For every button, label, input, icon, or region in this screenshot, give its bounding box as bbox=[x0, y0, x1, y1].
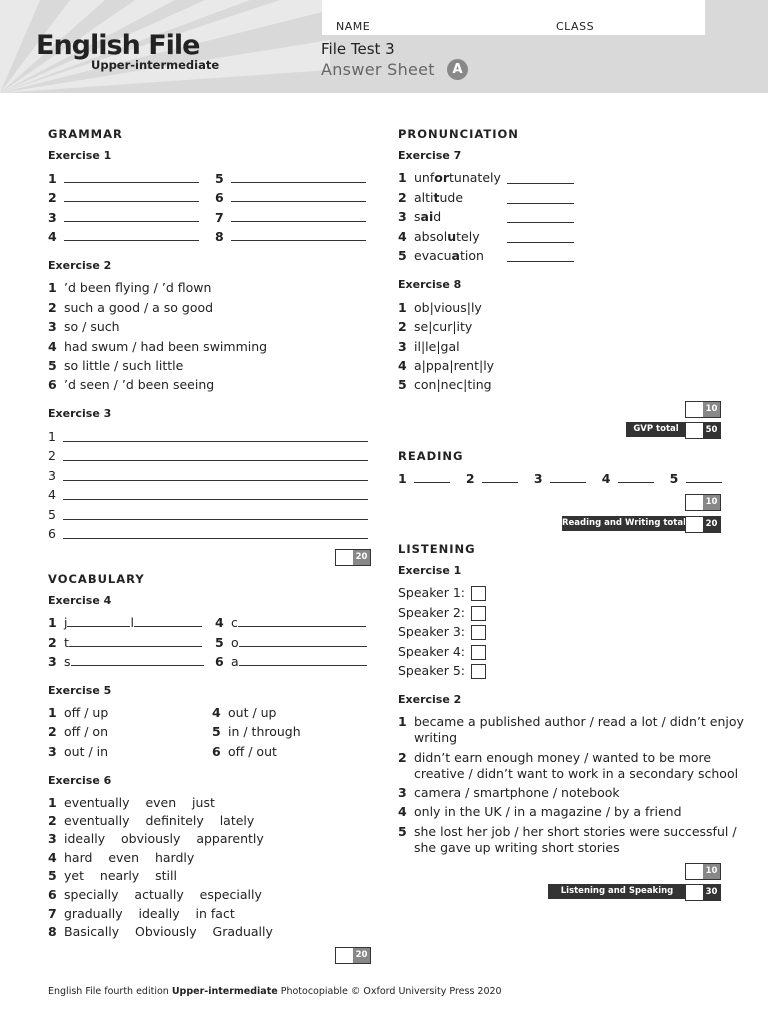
answer-line[interactable] bbox=[63, 499, 368, 500]
item-num: 2 bbox=[48, 813, 57, 828]
option-word[interactable]: actually bbox=[134, 887, 184, 902]
score-input[interactable] bbox=[336, 550, 353, 565]
option-word[interactable]: in fact bbox=[195, 906, 235, 921]
ex1-row bbox=[215, 171, 366, 186]
ex3-num: 5 bbox=[48, 507, 56, 522]
score-input[interactable] bbox=[336, 948, 353, 963]
option-word[interactable]: hardly bbox=[154, 850, 195, 865]
speaker-label: Speaker 2: bbox=[398, 605, 465, 620]
item-num: 5 bbox=[669, 471, 679, 486]
answer-blank[interactable] bbox=[64, 210, 199, 222]
item-text: such a good / a so good bbox=[64, 300, 214, 315]
answer-blank[interactable] bbox=[239, 635, 367, 647]
item-num: 1 bbox=[48, 280, 57, 295]
answer-blank[interactable] bbox=[67, 615, 130, 627]
answer-blank[interactable] bbox=[507, 172, 574, 184]
option-word[interactable]: still bbox=[155, 868, 177, 883]
stressed-sound: ai bbox=[420, 209, 434, 224]
reading-writing-total-box[interactable] bbox=[685, 516, 721, 533]
item-num: 5 bbox=[398, 824, 407, 839]
ex3-num: 2 bbox=[48, 448, 56, 463]
ex1-num: 7 bbox=[215, 210, 224, 225]
item-num: 3 bbox=[48, 831, 57, 846]
item-prefix: s bbox=[64, 654, 71, 669]
option-word[interactable]: eventually bbox=[64, 795, 130, 810]
ex5-item[interactable] bbox=[48, 705, 108, 720]
ex2-item-cont: writing bbox=[414, 730, 458, 745]
item-text: out / in bbox=[64, 744, 109, 759]
answer-blank[interactable] bbox=[69, 635, 202, 647]
score-input[interactable] bbox=[686, 517, 703, 532]
option-word[interactable]: ideally bbox=[138, 906, 180, 921]
item-text: camera / smartphone / notebook bbox=[414, 785, 620, 800]
item-num: 4 bbox=[215, 615, 224, 630]
ex5-item[interactable] bbox=[48, 744, 108, 759]
speaker-row bbox=[398, 644, 486, 660]
item-num: 6 bbox=[48, 887, 57, 902]
ex3-num: 3 bbox=[48, 468, 56, 483]
ex4-row bbox=[48, 654, 204, 669]
vocabulary-score-box[interactable] bbox=[335, 947, 371, 964]
item-num: 6 bbox=[212, 744, 221, 759]
answer-line[interactable] bbox=[63, 460, 368, 461]
speaker-row bbox=[398, 624, 486, 640]
item-num: 4 bbox=[212, 705, 221, 720]
ex6-item bbox=[48, 906, 235, 921]
syllable-word[interactable]: a|ppa|rent|ly bbox=[414, 358, 495, 373]
score-max: 30 bbox=[703, 885, 720, 900]
item-num: 2 bbox=[398, 750, 407, 765]
item-num: 3 bbox=[533, 471, 543, 486]
ex2-item[interactable] bbox=[398, 750, 711, 765]
ex6-item bbox=[48, 813, 254, 828]
reading-writing-total-label: Reading and Writing total bbox=[562, 516, 686, 531]
option-word[interactable]: Basically bbox=[64, 924, 120, 939]
word-part: tely bbox=[456, 229, 480, 244]
grammar-heading: GRAMMAR bbox=[48, 127, 123, 141]
item-num: 2 bbox=[398, 319, 407, 334]
answer-blank[interactable] bbox=[414, 471, 450, 483]
ex4-row bbox=[215, 635, 367, 650]
item-num: 3 bbox=[398, 785, 407, 800]
footer-text: English File fourth edition bbox=[48, 986, 172, 997]
score-max: 20 bbox=[703, 517, 720, 532]
item-num: 4 bbox=[601, 471, 611, 486]
ex4-row bbox=[215, 654, 367, 669]
item-num: 5 bbox=[398, 377, 407, 392]
speaker-label: Speaker 4: bbox=[398, 644, 465, 659]
stressed-sound: a bbox=[451, 248, 460, 263]
logo-level: Upper-intermediate bbox=[91, 58, 220, 72]
footer-level: Upper-intermediate bbox=[171, 986, 278, 997]
syllable-word[interactable]: se|cur|ity bbox=[414, 319, 473, 334]
answer-blank[interactable] bbox=[231, 229, 366, 241]
option-word[interactable]: yet bbox=[64, 868, 84, 883]
word-part: alti bbox=[414, 190, 434, 205]
item-num: 2 bbox=[465, 471, 475, 486]
listening-exercise-2-title: Exercise 2 bbox=[398, 693, 462, 706]
answer-blank[interactable] bbox=[239, 654, 367, 666]
ex7-row bbox=[398, 170, 501, 185]
item-text: so / such bbox=[64, 319, 120, 334]
class-label: CLASS bbox=[556, 20, 595, 33]
speaker-row bbox=[398, 605, 486, 621]
ex2-item-cont: she gave up writing short stories bbox=[414, 840, 620, 855]
option-word[interactable]: gradually bbox=[64, 906, 123, 921]
answer-blank[interactable] bbox=[231, 171, 366, 183]
ex7-row bbox=[398, 190, 463, 205]
ex1-row bbox=[48, 229, 199, 244]
reading-score-box[interactable] bbox=[685, 494, 721, 511]
item-text: so little / such little bbox=[64, 358, 184, 373]
item-num: 4 bbox=[48, 850, 57, 865]
ex1-row bbox=[215, 210, 366, 225]
score-input[interactable] bbox=[686, 885, 703, 900]
item-num: 2 bbox=[398, 190, 407, 205]
item-num: 5 bbox=[48, 358, 57, 373]
stressed-sound: t bbox=[433, 190, 440, 205]
exercise-2-title: Exercise 2 bbox=[48, 259, 112, 272]
item-num: 1 bbox=[398, 471, 407, 486]
stressed-sound: u bbox=[447, 229, 457, 244]
word-part: absol bbox=[414, 229, 448, 244]
exercise-7-title: Exercise 7 bbox=[398, 149, 462, 162]
listening-exercise-1-title: Exercise 1 bbox=[398, 564, 462, 577]
ex3-num: 4 bbox=[48, 487, 56, 502]
word-part: unf bbox=[414, 170, 435, 185]
ex7-row bbox=[398, 229, 480, 244]
score-max: 50 bbox=[703, 423, 720, 438]
item-text: off / on bbox=[64, 724, 108, 739]
option-word[interactable]: Gradually bbox=[212, 924, 273, 939]
option-word[interactable]: definitely bbox=[145, 813, 204, 828]
item-num: 5 bbox=[398, 248, 407, 263]
syllable-word[interactable]: con|nec|ting bbox=[414, 377, 492, 392]
item-prefix: t bbox=[64, 635, 69, 650]
ex3-num: 6 bbox=[48, 526, 56, 541]
item-num: 3 bbox=[398, 339, 407, 354]
ex1-row bbox=[48, 190, 199, 205]
ex2-item[interactable] bbox=[48, 358, 183, 373]
item-num: 3 bbox=[48, 744, 57, 759]
answer-line[interactable] bbox=[63, 480, 368, 481]
ex2-item[interactable] bbox=[398, 714, 744, 729]
exercise-8-title: Exercise 8 bbox=[398, 278, 462, 291]
word-part: d bbox=[433, 209, 442, 224]
ex1-row bbox=[48, 210, 199, 225]
gvp-total-box[interactable] bbox=[685, 422, 721, 439]
ex6-item bbox=[48, 924, 273, 939]
ex4-row bbox=[48, 635, 202, 650]
option-word[interactable]: lately bbox=[219, 813, 255, 828]
gvp-total-label: GVP total bbox=[626, 422, 686, 437]
pronunciation-score-box[interactable] bbox=[685, 401, 721, 418]
answer-checkbox[interactable] bbox=[471, 645, 486, 660]
item-num: 7 bbox=[48, 906, 57, 921]
ex1-num: 6 bbox=[215, 190, 224, 205]
speaker-row bbox=[398, 663, 486, 679]
item-text: off / out bbox=[228, 744, 277, 759]
word-part: s bbox=[414, 209, 421, 224]
speaker-label: Speaker 5: bbox=[398, 663, 465, 678]
footer bbox=[48, 986, 502, 997]
option-word[interactable]: specially bbox=[64, 887, 119, 902]
score-max: 20 bbox=[353, 550, 370, 565]
item-text: out / up bbox=[228, 705, 277, 720]
listening-score-box[interactable] bbox=[685, 863, 721, 880]
option-word[interactable]: especially bbox=[199, 887, 262, 902]
item-num: 3 bbox=[398, 209, 407, 224]
ex6-item bbox=[48, 831, 264, 846]
item-text: became a published author / read a lot / didn’t enjoy bbox=[414, 714, 744, 729]
answer-blank[interactable] bbox=[64, 171, 199, 183]
item-num: 6 bbox=[48, 377, 57, 392]
exercise-1-title: Exercise 1 bbox=[48, 149, 112, 162]
score-max: 10 bbox=[703, 402, 720, 417]
vocabulary-heading: VOCABULARY bbox=[48, 572, 145, 586]
answer-blank[interactable] bbox=[507, 231, 574, 243]
ex5-item[interactable] bbox=[212, 744, 277, 759]
option-word[interactable]: even bbox=[145, 795, 177, 810]
score-input[interactable] bbox=[686, 402, 703, 417]
item-text: ’d been flying / ’d flown bbox=[64, 280, 212, 295]
answer-blank[interactable] bbox=[550, 471, 586, 483]
answer-checkbox[interactable] bbox=[471, 606, 486, 621]
ex1-row bbox=[48, 171, 199, 186]
answer-blank[interactable] bbox=[64, 229, 199, 241]
logo-title: English File bbox=[36, 30, 200, 61]
option-word[interactable]: nearly bbox=[99, 868, 140, 883]
item-num: 1 bbox=[398, 170, 407, 185]
item-num: 2 bbox=[48, 724, 57, 739]
answer-blank[interactable] bbox=[507, 211, 574, 223]
footer-text: Photocopiable © Oxford University Press 2020 bbox=[277, 986, 502, 997]
word-part: tunately bbox=[449, 170, 501, 185]
word-part: evacu bbox=[414, 248, 452, 263]
listening-speaking-total-box[interactable] bbox=[685, 884, 721, 901]
score-input[interactable] bbox=[686, 864, 703, 879]
ex6-item bbox=[48, 850, 194, 865]
exercise-4-title: Exercise 4 bbox=[48, 594, 112, 607]
ex7-row bbox=[398, 209, 441, 224]
syllable-word[interactable]: ob|vious|ly bbox=[414, 300, 482, 315]
listening-speaking-total-label: Listening and Speaking total bbox=[548, 884, 686, 899]
reading-answers bbox=[398, 471, 722, 486]
ex2-item[interactable] bbox=[398, 804, 682, 819]
ex8-item bbox=[398, 377, 492, 392]
item-prefix: c bbox=[231, 615, 238, 630]
score-input[interactable] bbox=[686, 495, 703, 510]
option-word[interactable]: apparently bbox=[196, 831, 264, 846]
answer-line[interactable] bbox=[63, 519, 368, 520]
speaker-label: Speaker 3: bbox=[398, 624, 465, 639]
answer-blank[interactable] bbox=[507, 250, 574, 262]
name-class-box[interactable] bbox=[322, 0, 705, 35]
listening-heading: LISTENING bbox=[398, 542, 476, 556]
item-text: had swum / had been swimming bbox=[64, 339, 268, 354]
answer-blank[interactable] bbox=[238, 615, 366, 627]
ex6-item bbox=[48, 795, 215, 810]
ex6-item bbox=[48, 887, 262, 902]
file-test-title: File Test 3 bbox=[321, 40, 395, 58]
item-text: off / up bbox=[64, 705, 109, 720]
item-num: 3 bbox=[48, 319, 57, 334]
item-prefix: j bbox=[64, 615, 68, 630]
ex2-item[interactable] bbox=[48, 319, 120, 334]
ex2-item-cont: creative / didn’t want to work in a secondary school bbox=[414, 766, 739, 781]
option-word[interactable]: just bbox=[192, 795, 215, 810]
item-num: 8 bbox=[48, 924, 57, 939]
word-part: tion bbox=[459, 248, 484, 263]
item-prefix: l bbox=[130, 615, 134, 630]
item-num: 4 bbox=[48, 339, 57, 354]
item-prefix: o bbox=[231, 635, 239, 650]
ex7-row bbox=[398, 248, 484, 263]
speaker-label: Speaker 1: bbox=[398, 585, 465, 600]
ex2-item[interactable] bbox=[398, 785, 620, 800]
item-text: only in the UK / in a magazine / by a friend bbox=[414, 804, 682, 819]
speaker-row bbox=[398, 585, 486, 601]
stressed-sound: or bbox=[434, 170, 450, 185]
option-word[interactable]: eventually bbox=[64, 813, 130, 828]
exercise-6-title: Exercise 6 bbox=[48, 774, 112, 787]
ex1-row bbox=[215, 190, 366, 205]
ex5-item[interactable] bbox=[48, 724, 108, 739]
option-word[interactable]: obviously bbox=[121, 831, 181, 846]
item-num: 2 bbox=[48, 635, 57, 650]
answer-blank[interactable] bbox=[618, 471, 654, 483]
answer-blank[interactable] bbox=[507, 192, 574, 204]
ex1-row bbox=[215, 229, 366, 244]
grammar-score-box[interactable] bbox=[335, 549, 371, 566]
item-prefix: a bbox=[231, 654, 239, 669]
name-label: NAME bbox=[336, 20, 371, 33]
reading-heading: READING bbox=[398, 449, 464, 463]
ex1-num: 4 bbox=[48, 229, 57, 244]
item-num: 4 bbox=[398, 358, 407, 373]
ex4-row bbox=[215, 615, 366, 630]
ex3-num: 1 bbox=[48, 429, 56, 444]
ex2-item[interactable] bbox=[48, 377, 214, 392]
answer-checkbox[interactable] bbox=[471, 664, 486, 679]
option-word[interactable]: Obviously bbox=[135, 924, 197, 939]
answer-blank[interactable] bbox=[686, 471, 722, 483]
ex4-row bbox=[48, 615, 202, 630]
item-num: 5 bbox=[215, 635, 224, 650]
item-num: 1 bbox=[48, 705, 57, 720]
item-num: 3 bbox=[48, 654, 57, 669]
pronunciation-heading: PRONUNCIATION bbox=[398, 127, 519, 141]
ex2-item[interactable] bbox=[48, 280, 211, 295]
item-num: 1 bbox=[398, 714, 407, 729]
answer-blank[interactable] bbox=[482, 471, 518, 483]
answer-checkbox[interactable] bbox=[471, 625, 486, 640]
item-num: 1 bbox=[48, 795, 57, 810]
answer-line[interactable] bbox=[63, 441, 368, 442]
score-max: 10 bbox=[703, 495, 720, 510]
ex1-num: 2 bbox=[48, 190, 57, 205]
item-text: ’d seen / ’d been seeing bbox=[64, 377, 215, 392]
answer-blank[interactable] bbox=[134, 615, 202, 627]
ex2-item[interactable] bbox=[398, 824, 737, 839]
ex5-item[interactable] bbox=[212, 724, 301, 739]
ex8-item bbox=[398, 319, 472, 334]
answer-blank[interactable] bbox=[231, 210, 366, 222]
ex5-item[interactable] bbox=[212, 705, 277, 720]
score-max: 20 bbox=[353, 948, 370, 963]
answer-checkbox[interactable] bbox=[471, 586, 486, 601]
ex1-num: 8 bbox=[215, 229, 224, 244]
score-max: 10 bbox=[703, 864, 720, 879]
option-word[interactable]: ideally bbox=[64, 831, 106, 846]
answer-blank[interactable] bbox=[71, 654, 204, 666]
item-num: 4 bbox=[398, 804, 407, 819]
answer-blank[interactable] bbox=[231, 190, 366, 202]
version-badge: A bbox=[447, 59, 468, 80]
ex8-item bbox=[398, 358, 494, 373]
answer-blank[interactable] bbox=[64, 190, 199, 202]
ex1-num: 1 bbox=[48, 171, 57, 186]
option-word[interactable]: hard bbox=[64, 850, 93, 865]
ex6-item bbox=[48, 868, 177, 883]
answer-line[interactable] bbox=[63, 538, 368, 539]
ex1-num: 5 bbox=[215, 171, 224, 186]
ex8-item bbox=[398, 300, 482, 315]
exercise-5-title: Exercise 5 bbox=[48, 684, 112, 697]
ex1-num: 3 bbox=[48, 210, 57, 225]
syllable-word[interactable]: il|le|gal bbox=[414, 339, 460, 354]
item-num: 5 bbox=[212, 724, 221, 739]
item-num: 1 bbox=[398, 300, 407, 315]
ex8-item bbox=[398, 339, 460, 354]
ex2-item[interactable] bbox=[48, 300, 213, 315]
item-num: 6 bbox=[215, 654, 224, 669]
option-word[interactable]: even bbox=[108, 850, 140, 865]
exercise-3-title: Exercise 3 bbox=[48, 407, 112, 420]
item-text: in / through bbox=[228, 724, 301, 739]
item-num: 1 bbox=[48, 615, 57, 630]
item-text: she lost her job / her short stories were successful / bbox=[414, 824, 737, 839]
ex2-item[interactable] bbox=[48, 339, 267, 354]
item-num: 4 bbox=[398, 229, 407, 244]
item-num: 5 bbox=[48, 868, 57, 883]
answer-sheet-title: Answer Sheet bbox=[321, 60, 435, 79]
item-num: 2 bbox=[48, 300, 57, 315]
score-input[interactable] bbox=[686, 423, 703, 438]
word-part: ude bbox=[439, 190, 464, 205]
item-text: didn’t earn enough money / wanted to be more bbox=[414, 750, 712, 765]
